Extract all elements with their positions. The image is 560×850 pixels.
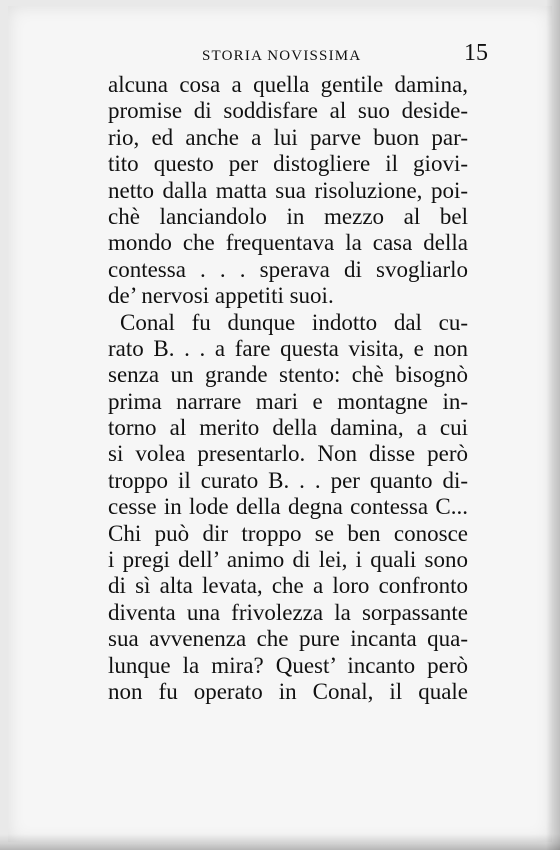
text-line: prima narrare mari e montagne in- [108, 388, 468, 414]
page-edge-shadow [546, 0, 560, 850]
text-line: non fu operato in Conal, il quale [108, 678, 468, 704]
text-line: contessa . . . sperava di svogliarlo [108, 256, 468, 282]
text-line: si volea presentarlo. Non disse però [108, 441, 468, 467]
text-line: tito questo per distogliere il giovi- [108, 151, 468, 177]
text-line: cesse in lode della degna contessa C... [108, 494, 468, 520]
text-line: sua avvenenza che pure incanta qua- [108, 626, 468, 652]
text-line: troppo il curato B. . . per quanto di- [108, 467, 468, 493]
page-number: 15 [464, 40, 488, 66]
body-text [108, 72, 468, 705]
text-line: de’ nervosi appetiti suoi. [108, 283, 334, 309]
text-line: lunque la mira? Quest’ incanto però [108, 652, 468, 678]
text-line: i pregi dell’ animo di lei, i quali sono [108, 547, 468, 573]
text-line: chè lanciandolo in mezzo al bel [108, 203, 468, 229]
text-line: diventa una frivolezza la sorpassante [108, 599, 468, 625]
paragraph-first-line: Conal fu dunque indotto dal cu- [120, 309, 468, 335]
text-line: di sì alta levata, che a loro confronto [108, 573, 468, 599]
text-line: alcuna cosa a quella gentile damina, [108, 72, 468, 97]
text-line: Chi può dir troppo se ben conosce [108, 520, 468, 546]
page-header [108, 40, 488, 72]
text-line: rato B. . . a fare questa visita, e non [108, 335, 468, 361]
text-line: promise di soddisfare al suo deside- [108, 98, 468, 124]
running-title: STORIA NOVISSIMA [202, 48, 362, 64]
text-line: rio, ed anche a lui parve buon par- [108, 124, 468, 150]
text-line: senza un grande stento: chè bisognò [108, 362, 468, 388]
text-line: netto dalla matta sua risoluzione, poi- [108, 177, 468, 203]
text-line: torno al merito della damina, a cui [108, 415, 468, 441]
text-line: mondo che frequentava la casa della [108, 230, 468, 256]
page-bottom-shadow [0, 834, 560, 850]
